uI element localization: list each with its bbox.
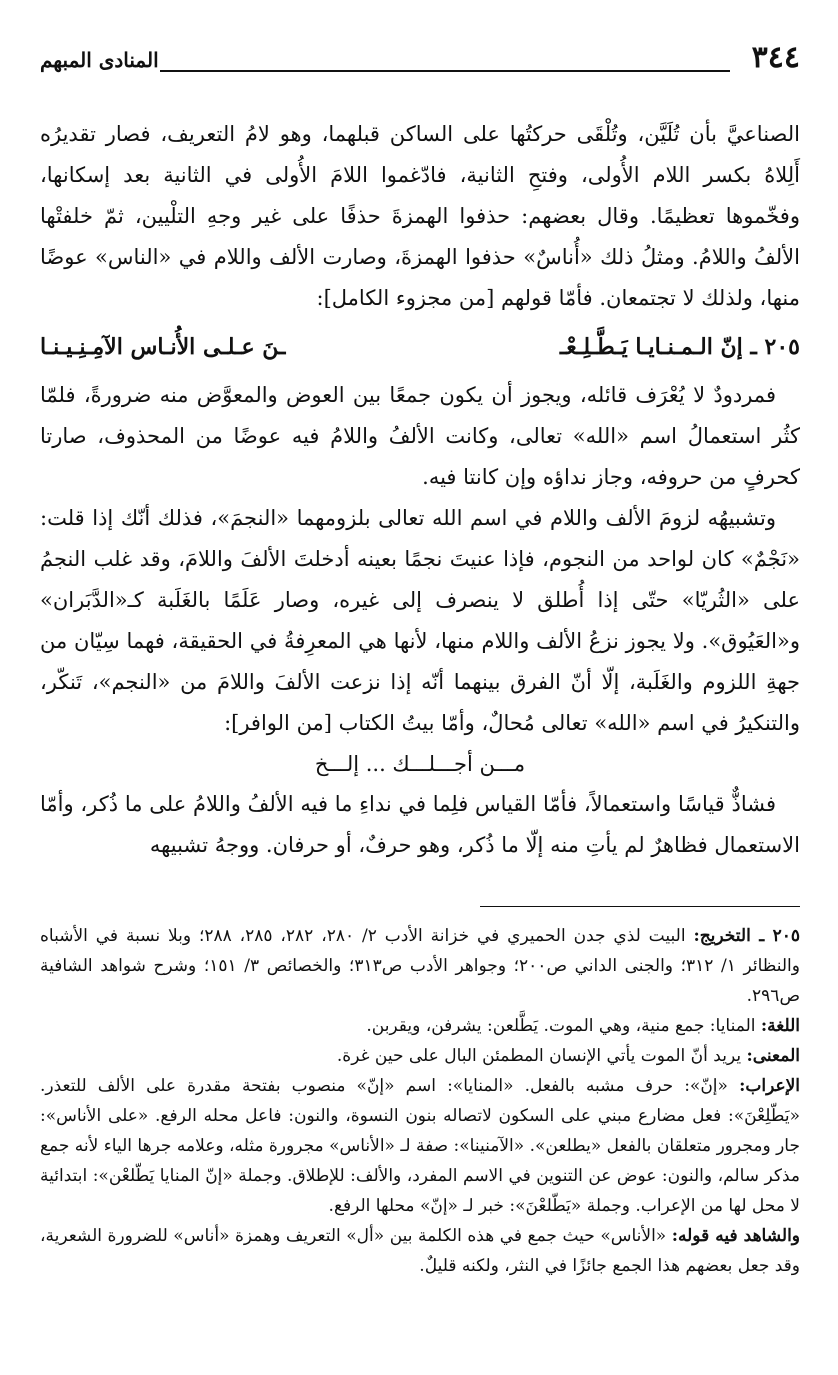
takhrij-label: ٢٠٥ ـ التخريج: bbox=[693, 926, 800, 946]
shahid-text: «الأناس» حيث جمع في هذه الكلمة بين «أل» التعريف وهمزة «أناس» للضرورة الشعرية، وقد جعل بعضهم هذا الجمع جائزًا في النثر، ولكنه قليلٌ. bbox=[40, 1226, 800, 1276]
footnotes bbox=[40, 921, 800, 1281]
footnote-shahid bbox=[40, 1221, 800, 1281]
verse-fragment: مـــن أجـــلـــك ... إلـــخ bbox=[314, 752, 526, 776]
irab-text: «إنّ»: حرف مشبه بالفعل. «المنايا»: اسم «إنّ» منصوب بفتحة مقدرة على الألف للتعذر. «يَطّلِعْنَ»: فعل مضارع مبني على السكون لاتصاله بنون النسوة، والنون: فاعل محله الرفع. «على الأناس»: جار ومجرور متعلقان بالفعل «يطلعن». «الآمنينا»: صفة لـ «الأناس» مجرورة مثله، وعلامه جرها الياء لأنه جمع مذكر سالم، والنون: عوض عن التنوين في الاسم المفرد، والألف: للإطلاق. وجملة «إنّ المنايا يَطّلعْن»: ابتدائية لا محل لها من الإعراب. وجملة «يَطّلعْنَ»: خبر لـ «إنّ» محلها الرفع. bbox=[40, 1076, 800, 1216]
verse-205-first-hemistich: ٢٠٥ ـ إنّ الـمـنـايـا يَـطَّـلِـعْـ bbox=[559, 334, 800, 360]
page-header bbox=[40, 40, 800, 86]
lugha-text: المنايا: جمع منية، وهي الموت. يَطَّلعن: يشرفن، ويقربن. bbox=[366, 1016, 756, 1036]
paragraph-3: وتشبيهُه لزومَ الألف واللام في اسم الله تعالى بلزومهما «النجمَ»، فذلك أنّك إذا قلت: «نَجْمٌ» كان لواحد من النجوم، فإذا عنيتَ نجمًا بعينه أدخلتَ الألفَ واللامَ، وقد غلب النجمُ على «الثُريّا» حتّى إذا أُطلق لا ينصرف إلى غيره، وصار عَلَمًا بالغَلَبة كـ«الدَّبَران» و«العَيُوق». ولا يجوز نزعُ الألف واللام منها، لأنها هي المعرِفةُ في الحقيقة، فهما سِيّان من جهةِ اللزوم والغَلَبة، إلّا أنّ الفرق بينهما أنّه إذا نزعت الألفَ واللامَ من «النجم»، تَنكّر، والتنكيرُ في اسم «الله» تعالى مُحالٌ، وأمّا بيتُ الكتاب [من الوافر]: bbox=[40, 506, 800, 735]
paragraph-1: الصناعيَّ بأن تُلَيَّن، وتُلْقَى حركتُها على الساكن قبلهما، وهو لامُ التعريف، فصار تقديرُه أَلِلاهُ بكسر اللام الأُولى، وفتحِ الثانية، فادّغموا اللامَ الأُولى في الثانية بعد إسكانها، وفخّموها تعظيمًا. وقال بعضهم: حذفوا الهمزةَ حذفًا على غير وجهِ التلْيين، ثمّ خلفتْها الألفُ واللامُ. ومثلُ ذلك «أُناسٌ» حذفوا الهمزةَ، وصارت الألف واللام في «الناس» عوضًا منها، ولذلك لا تجتمعان. فأمّا قولهم [من مجزوء الكامل]: bbox=[40, 122, 800, 310]
page-number: ٣٤٤ bbox=[751, 40, 800, 75]
mana-text: يريد أنّ الموت يأتي الإنسان المطمئن البال على حين غرة. bbox=[336, 1046, 742, 1066]
footnote-mana bbox=[40, 1041, 800, 1071]
paragraph-2: فمردودٌ لا يُعْرَف قائله، ويجوز أن يكون جمعًا بين العوض والمعوَّض منه ضرورةً، فلمّا كثُر استعمالُ اسم «الله» تعالى، وكانت الألفُ واللامُ فيه عوضًا من المحذوف، صارتا كحرفٍ من حروفه، وجاز نداؤه وإن كانتا فيه. bbox=[40, 383, 800, 489]
footnote-takhrij bbox=[40, 921, 800, 1011]
verse-205-second-hemistich: ـنَ عـلـى الأُنـاس الآمِـنِـيـنـا bbox=[40, 334, 286, 360]
takhrij-text: البيت لذي جدن الحميري في خزانة الأدب ٢/ ٢٨٠، ٢٨٢، ٢٨٥، ٢٨٨؛ وبلا نسبة في الأشباه والنظائر ١/ ٣١٢؛ والجنى الداني ص٢٠٠؛ وجواهر الأدب ص٣١٣؛ والخصائص ٣/ ١٥١؛ وشرح شواهد الشافية ص٢٩٦. bbox=[40, 926, 800, 1006]
book-page bbox=[40, 40, 800, 1281]
verse-205 bbox=[40, 327, 800, 367]
mana-label: المعنى: bbox=[746, 1046, 800, 1066]
irab-label: الإعراب: bbox=[739, 1076, 801, 1096]
lugha-label: اللغة: bbox=[760, 1016, 800, 1036]
main-text bbox=[40, 114, 800, 866]
footnote-lugha bbox=[40, 1011, 800, 1041]
footnote-irab bbox=[40, 1071, 800, 1221]
paragraph-4: فشاذٌّ قياسًا واستعمالاً، فأمّا القياس فلِما في نداءِ ما فيه الألفُ واللامُ على ما ذُكر، وأمّا الاستعمال فظاهرٌ لم يأتِ منه إلّا ما ذُكر، وهو حرفٌ، أو حرفان. ووجهُ تشبيهه bbox=[40, 792, 800, 857]
header-rule bbox=[160, 70, 730, 72]
running-title: المنادى المبهم bbox=[40, 48, 159, 72]
footnote-separator bbox=[480, 906, 800, 907]
shahid-label: والشاهد فيه قوله: bbox=[671, 1226, 801, 1246]
